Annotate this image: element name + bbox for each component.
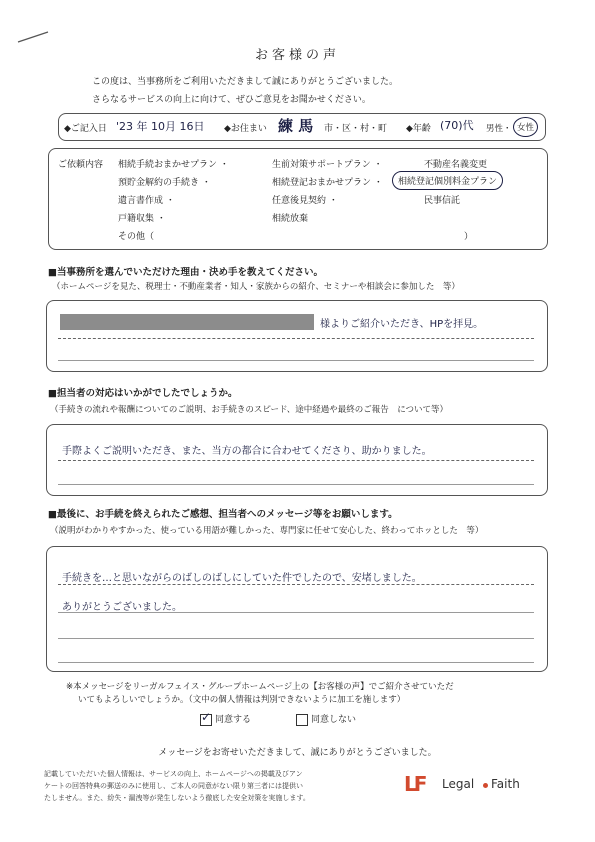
service-col1-item-1: 相続手続おまかせプラン ・ (118, 160, 229, 170)
address-label: ◆お住まい (224, 124, 267, 134)
q3-line-2 (58, 612, 534, 613)
q1-line-1 (58, 338, 534, 339)
redacted-name-block (60, 314, 314, 330)
service-col2-item-2: 相続登記おまかせプラン ・ (272, 178, 383, 188)
privacy-line-1: 記載していただいた個人情報は、サービスの向上、ホームページへの掲載及びアン (44, 770, 303, 778)
agree-option[interactable] (200, 712, 251, 726)
agree-checkbox[interactable] (200, 714, 212, 726)
disagree-option[interactable] (296, 712, 356, 726)
logo-dot (483, 783, 488, 788)
disagree-label: 同意しない (311, 715, 357, 725)
entry-date-value: '23 年 10月 16日 (116, 120, 205, 133)
q2-heading: ■担当者の対応はいかがでしたでしょうか。 (48, 388, 238, 399)
q3-line-3 (58, 638, 534, 639)
logo-mark: LF (404, 772, 425, 796)
q1-answer-box (46, 300, 548, 372)
privacy-line-2: ケートの回答特典の郵送のみに使用し、ご本人の同意がない限り第三者には提供い (44, 782, 303, 790)
age-value: (70)代 (440, 119, 474, 132)
gender-male: 男性・ (486, 124, 512, 134)
q2-answer-text: 手際よくご説明いただき、また、当方の都合に合わせてくださり、助かりました。 (62, 446, 432, 457)
q1-hint: （ホームページを見た、税理士・不動産業者・知人・家族からの紹介、セミナーや相談会に参加した 等） (52, 282, 460, 292)
legal-faith-logo (404, 772, 554, 798)
intro-line-1: この度は、当事務所をご利用いただきまして誠にありがとうございました。 (92, 77, 399, 87)
age-label: ◆年齢 (406, 124, 431, 134)
address-value: 練 馬 (278, 117, 314, 135)
consent-line-2: いてもよろしいでしょうか。（文中の個人情報は判別できないように加工を施します） (78, 695, 406, 705)
pen-stroke-mark (16, 30, 50, 44)
logo-text-faith: Faith (491, 777, 520, 791)
service-col1-item-3: 遺言書作成 ・ (118, 196, 175, 206)
q2-line-1 (58, 460, 534, 461)
q3-line-1 (58, 584, 534, 585)
entry-date-label: ◆ご記入日 (64, 124, 107, 134)
q3-answer-line-2: ありがとうございました。 (62, 602, 182, 613)
q3-hint: （説明がわかりやすかった、使っている用語が難しかった、専門家に任せて安心した、終わってホッとした 等） (50, 526, 484, 536)
disagree-checkbox[interactable] (296, 714, 308, 726)
gender-female-circled: 女性 (513, 117, 538, 137)
service-col3-item-1: 不動産名義変更 (424, 160, 488, 170)
service-col2-item-1: 生前対策サポートプラン ・ (272, 160, 383, 170)
address-units: 市・区・村・町 (324, 124, 388, 134)
services-label: ご依頼内容 (58, 160, 104, 170)
service-other-label: その他（ (118, 232, 155, 242)
intro-line-2: さらなるサービスの向上に向けて、ぜひご意見をお聞かせください。 (92, 95, 371, 105)
q2-line-2 (58, 484, 534, 485)
privacy-notice (44, 768, 310, 804)
q3-answer-line-1: 手続きを…と思いながらのばしのばしにしていた件でしたので、安堵しました。 (62, 573, 422, 584)
q3-heading: ■最後に、お手続を終えられたご感想、担当者へのメッセージ等をお願いします。 (48, 509, 398, 520)
service-other-close: ） (464, 232, 474, 242)
service-col3-item-3: 民事信託 (424, 196, 461, 206)
footer-thanks: メッセージをお寄せいただきまして、誠にありがとうございました。 (158, 748, 437, 758)
service-col1-item-4: 戸籍収集 ・ (118, 214, 166, 224)
logo-text-legal: Legal (442, 777, 475, 791)
q3-line-4 (58, 662, 534, 663)
agree-label: 同意する (215, 715, 252, 725)
service-col3-item-2-circled: 相続登記個別料金プラン (392, 171, 503, 190)
q1-line-2 (58, 360, 534, 361)
privacy-line-3: たしません。また、紛失・漏洩等が発生しないよう徹底した安全対策を実施します。 (44, 794, 310, 802)
page-title: お客様の声 (254, 48, 340, 63)
service-col2-item-3: 任意後見契約 ・ (272, 196, 338, 206)
service-col2-item-4: 相続放棄 (272, 214, 309, 224)
q1-heading: ■当事務所を選んでいただけた理由・決め手を教えてください。 (48, 267, 323, 278)
q2-hint: （手続きの流れや報酬についてのご説明、お手続きのスピード、途中経過や最終のご報告 について等） (50, 405, 449, 415)
q1-answer-text: 様よりご紹介いただき、HPを拝見。 (320, 319, 484, 330)
service-col1-item-2: 預貯金解約の手続き ・ (118, 178, 211, 188)
consent-line-1: ※本メッセージをリーガルフェイス・グループホームページ上の【お客様の声】でご紹介させていただ (66, 682, 454, 692)
